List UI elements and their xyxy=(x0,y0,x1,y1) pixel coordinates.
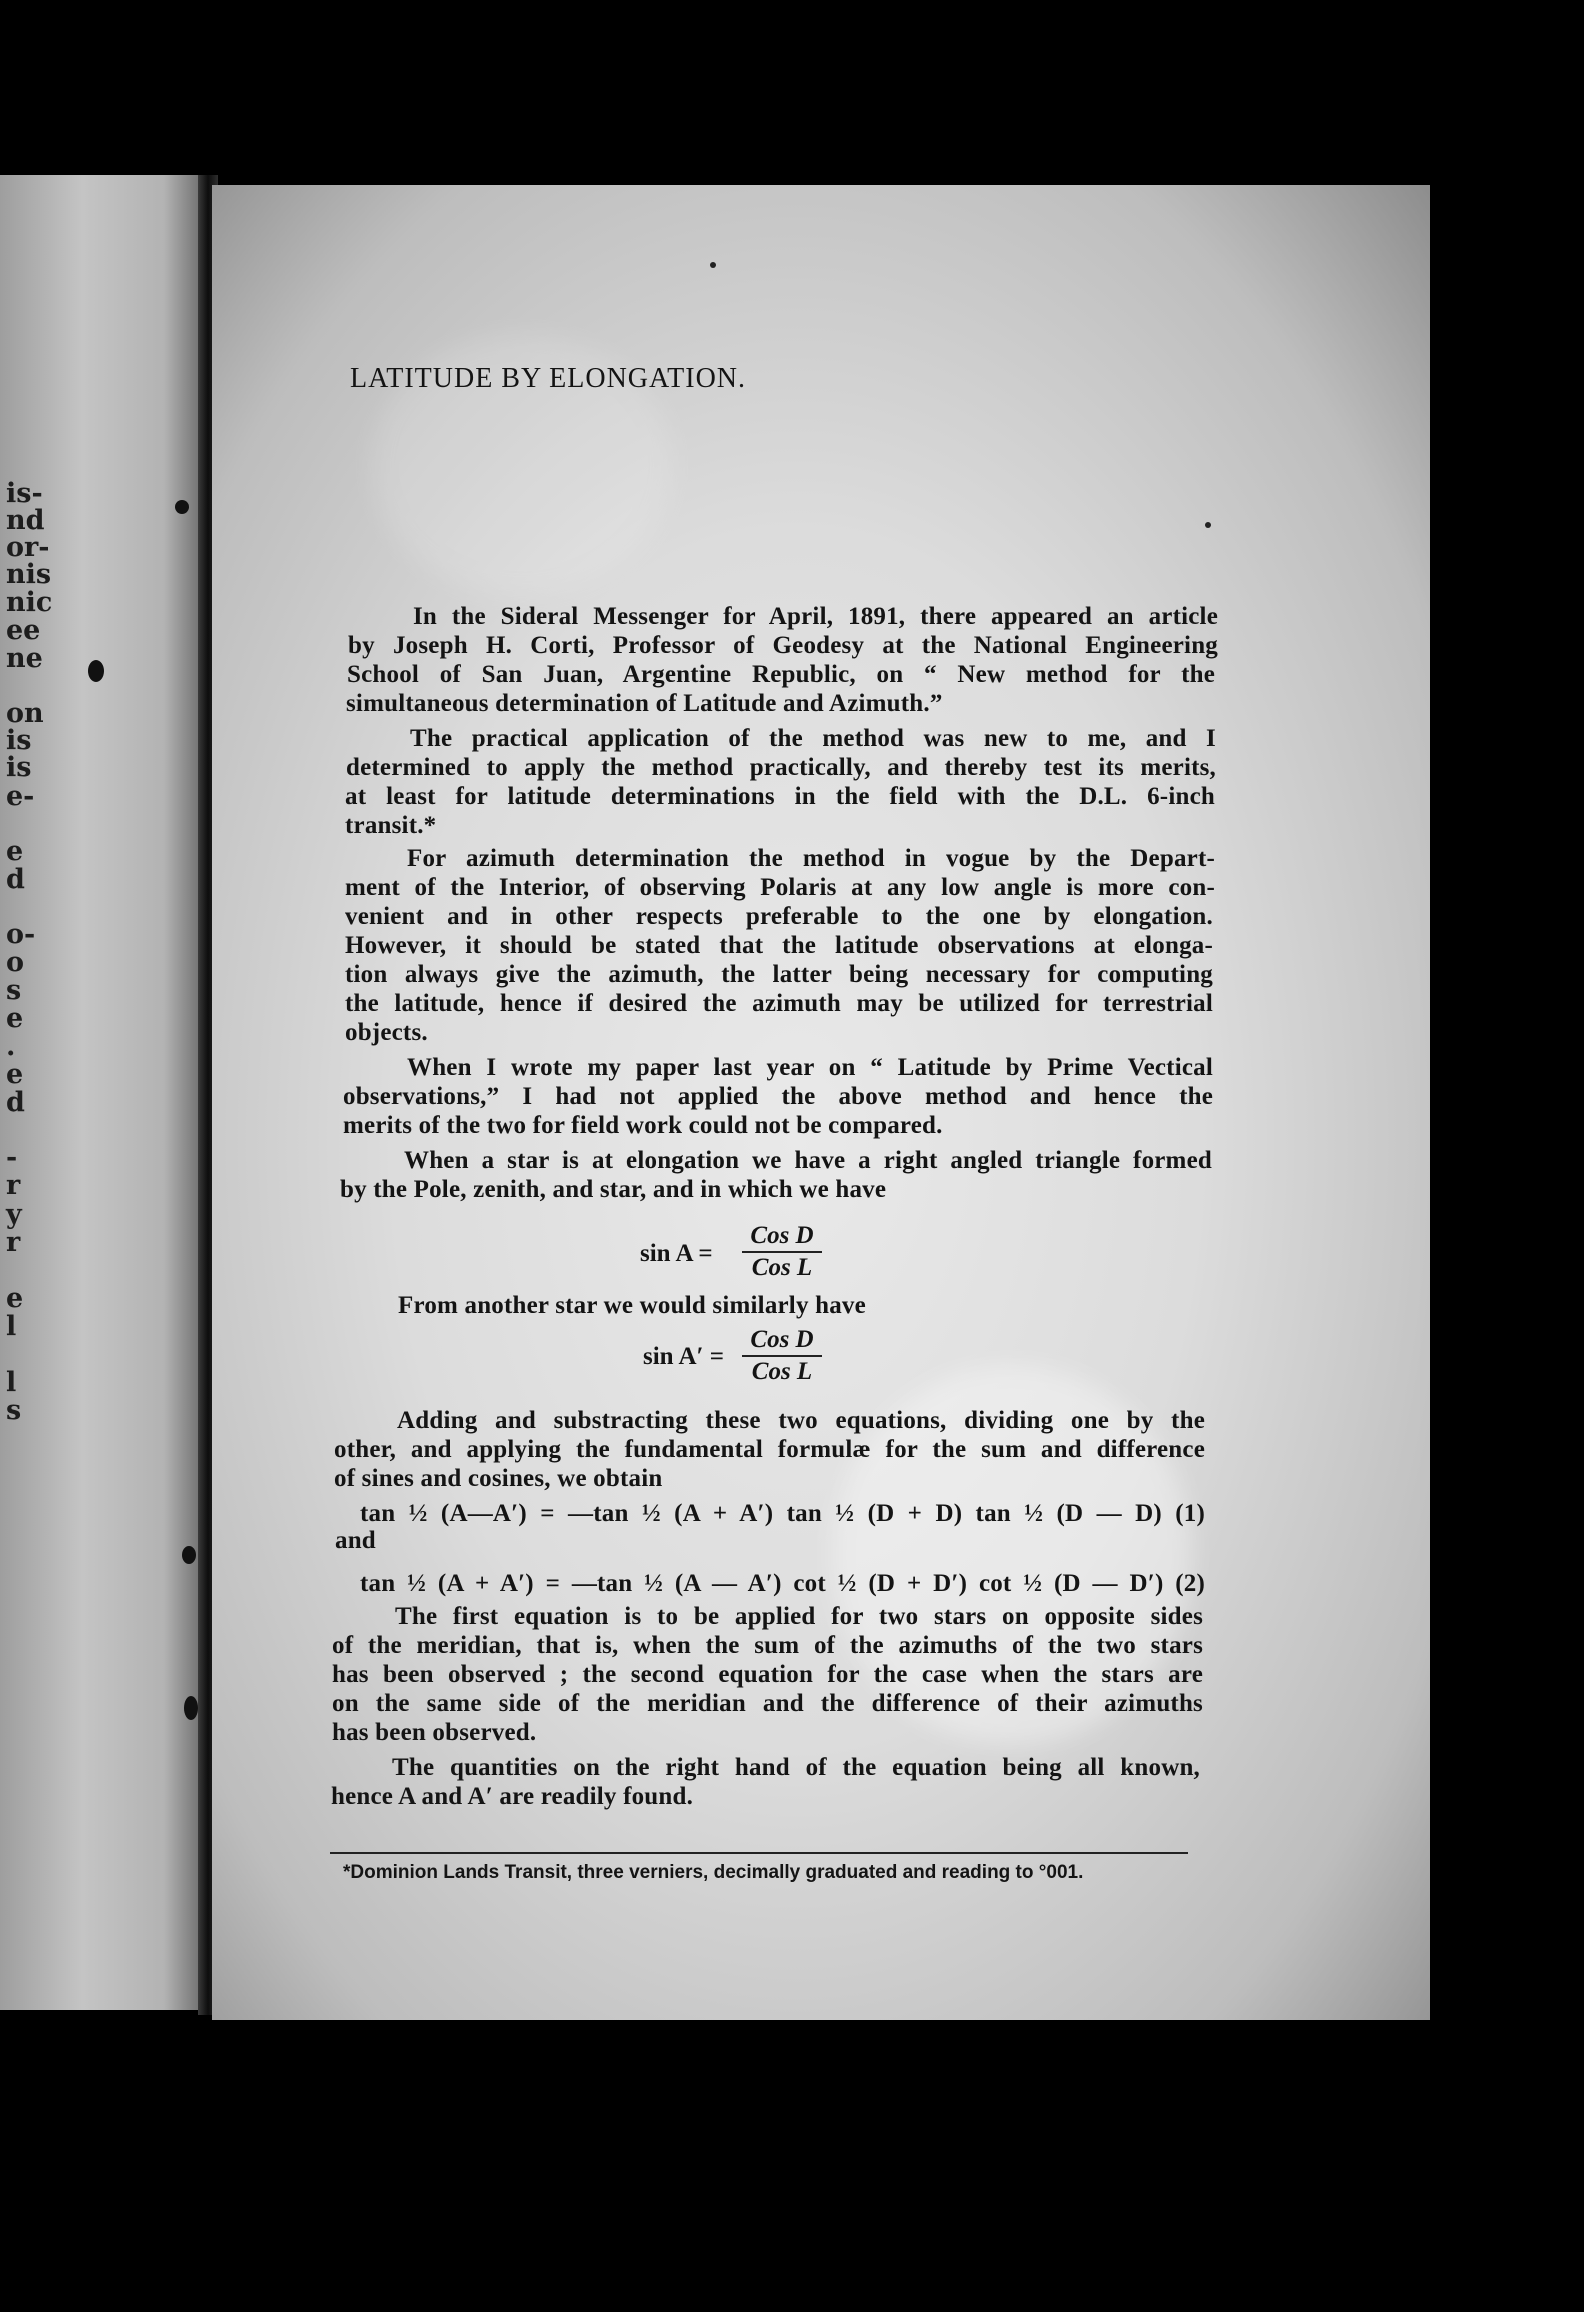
footnote: *Dominion Lands Transit, three verniers, decimally graduated and reading to °001. xyxy=(343,1862,1084,1883)
facing-page-text-fragment: . xyxy=(6,1031,16,1062)
scan-speck xyxy=(710,262,716,268)
scan-speck xyxy=(184,1696,198,1720)
facing-page-text-fragment: nd xyxy=(6,505,45,536)
equation-lhs: sin A′ = xyxy=(643,1343,725,1370)
text-line: tion always give the azimuth, the latter being necessary for computing xyxy=(345,961,1213,988)
equation-1: tan ½ (A—A′) = —tan ½ (A + A′) tan ½ (D + D) tan ½ (D — D) (1) xyxy=(360,1500,1205,1527)
numerator: Cos D xyxy=(750,1222,814,1249)
text-line: When a star is at elongation we have a right angled triangle formed xyxy=(404,1147,1212,1174)
facing-page-text-fragment: is xyxy=(6,725,32,756)
facing-page-text-fragment: or- xyxy=(6,532,50,563)
fraction-bar xyxy=(742,1355,822,1357)
facing-page-text-fragment: ne xyxy=(6,643,43,674)
numerator: Cos D xyxy=(750,1326,814,1353)
text-line: From another star we would similarly have xyxy=(398,1292,866,1319)
text-line: by Joseph H. Corti, Professor of Geodesy at the National Engineering xyxy=(348,632,1218,659)
facing-page-text-fragment: nic xyxy=(6,587,53,618)
text-line: simultaneous determination of Latitude and Azimuth.” xyxy=(346,690,943,717)
page-title: LATITUDE BY ELONGATION. xyxy=(350,363,747,394)
facing-page-text-fragment: is- xyxy=(6,478,43,509)
facing-page-text-fragment: l xyxy=(6,1367,17,1398)
facing-page-text-fragment: d xyxy=(6,1087,25,1118)
facing-page-text-fragment: l xyxy=(6,1311,17,1342)
fraction xyxy=(742,1222,822,1282)
facing-page-text-fragment: r xyxy=(6,1227,21,1258)
facing-page-text-fragment: o- xyxy=(6,919,36,950)
scan-speck xyxy=(88,660,104,682)
facing-page-text-fragment: e- xyxy=(6,781,35,812)
text-line: the latitude, hence if desired the azimuth may be utilized for terrestrial xyxy=(345,990,1213,1017)
facing-page-text-fragment: is xyxy=(6,752,32,783)
scan-speck xyxy=(175,500,189,514)
text-line: of sines and cosines, we obtain xyxy=(334,1465,663,1492)
facing-page-text-fragment: e xyxy=(6,1059,24,1090)
facing-page-text-fragment: on xyxy=(6,698,44,729)
text-line: hence A and A′ are readily found. xyxy=(331,1783,694,1810)
text-line: transit.* xyxy=(345,812,437,839)
footnote-rule xyxy=(330,1852,1188,1854)
facing-page-text-fragment: o xyxy=(6,947,25,978)
facing-page-text-fragment: e xyxy=(6,1003,24,1034)
text-line: has been observed ; the second equation for the case when the stars are xyxy=(332,1661,1203,1688)
text-line: objects. xyxy=(345,1019,428,1046)
facing-page-text-fragment: s xyxy=(6,975,22,1006)
text-line: The first equation is to be applied for two stars on opposite sides xyxy=(395,1603,1203,1630)
text-line: other, and applying the fundamental formulæ for the sum and difference xyxy=(334,1436,1205,1463)
text-line: venient and in other respects preferable to the one by elongation. xyxy=(345,903,1213,930)
denominator: Cos L xyxy=(751,1358,813,1385)
equation-lhs: sin A = xyxy=(640,1240,713,1267)
text-line: on the same side of the meridian and the difference of their azimuths xyxy=(332,1690,1203,1717)
facing-page-text-fragment: - xyxy=(6,1142,18,1173)
text-line: observations,” I had not applied the above method and hence the xyxy=(343,1083,1213,1110)
facing-page-text-fragment: nis xyxy=(6,559,52,590)
text-line: The practical application of the method was new to me, and I xyxy=(410,725,1216,752)
text-line: of the meridian, that is, when the sum of the azimuths of the two stars xyxy=(332,1632,1203,1659)
text-line: When I wrote my paper last year on “ Latitude by Prime Vectical xyxy=(407,1054,1213,1081)
text-line: For azimuth determination the method in vogue by the Depart- xyxy=(407,845,1215,872)
text-line: has been observed. xyxy=(332,1719,537,1746)
text-line: determined to apply the method practically, and thereby test its merits, xyxy=(346,754,1216,781)
denominator: Cos L xyxy=(751,1254,813,1281)
text-line: The quantities on the right hand of the equation being all known, xyxy=(392,1754,1200,1781)
facing-page-text-fragment: r xyxy=(6,1170,21,1201)
text-line: by the Pole, zenith, and star, and in which we have xyxy=(340,1176,887,1203)
text-line: However, it should be stated that the latitude observations at elonga- xyxy=(345,932,1213,959)
scan-speck xyxy=(182,1546,196,1564)
facing-page-text-fragment: y xyxy=(6,1199,22,1230)
text-line: School of San Juan, Argentine Republic, on “ New method for the xyxy=(347,661,1215,688)
equation-2: tan ½ (A + A′) = —tan ½ (A — A′) cot ½ (D + D′) cot ½ (D — D′) (2) xyxy=(360,1570,1205,1597)
facing-page-text-fragment: e xyxy=(6,1283,24,1314)
fraction xyxy=(742,1326,822,1386)
text-line: ment of the Interior, of observing Polaris at any low angle is more con- xyxy=(345,874,1215,901)
text-line: In the Sideral Messenger for April, 1891, there appeared an article xyxy=(413,603,1218,630)
fraction-bar xyxy=(742,1251,822,1253)
facing-page-text-fragment: ee xyxy=(6,615,41,646)
facing-page-text-fragment: e xyxy=(6,836,24,867)
text-line: merits of the two for field work could not be compared. xyxy=(343,1112,943,1139)
and-word: and xyxy=(335,1527,376,1554)
facing-page-text-fragment: d xyxy=(6,864,25,895)
scan-speck xyxy=(1205,522,1211,528)
facing-page-text-fragment: s xyxy=(6,1395,22,1426)
text-line: Adding and substracting these two equations, dividing one by the xyxy=(397,1407,1205,1434)
text-line: at least for latitude determinations in the field with the D.L. 6-inch xyxy=(345,783,1215,810)
